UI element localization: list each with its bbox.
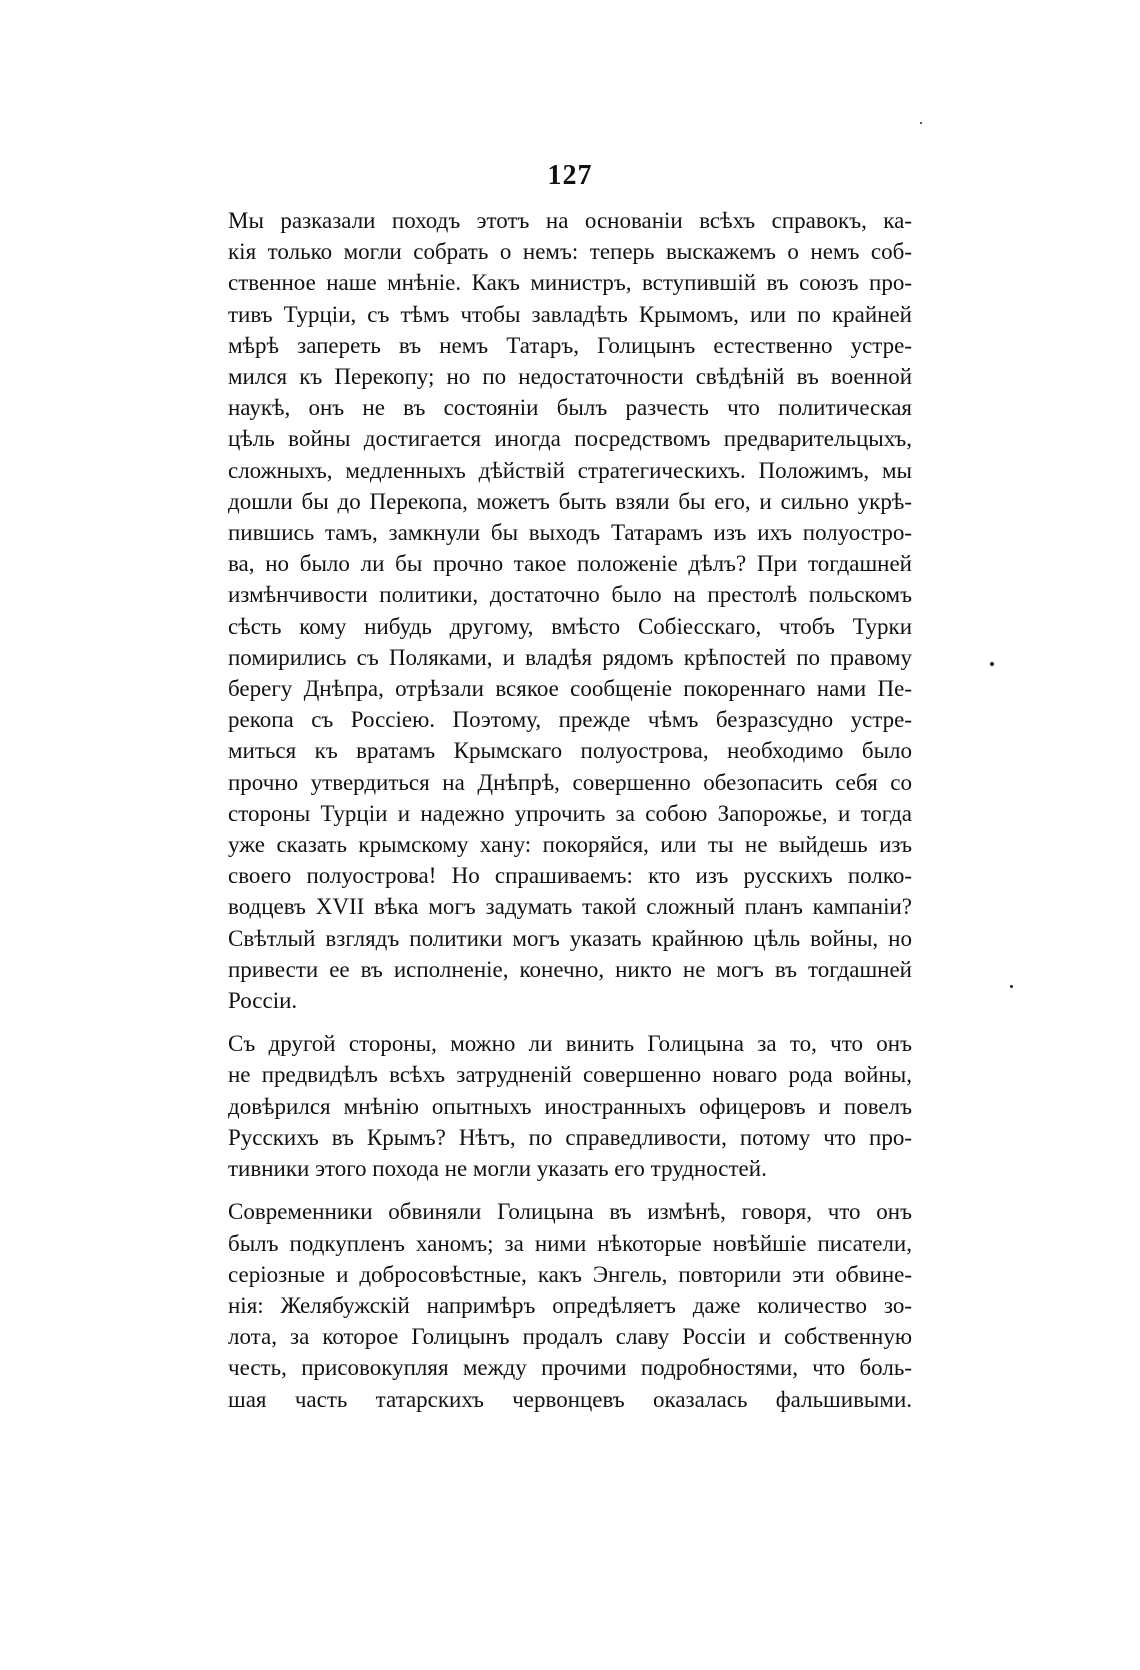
text-line: тивники этого похода не могли указать его трудностей. <box>228 1156 767 1182</box>
text-line: сѣсть кому нибудь другому, вмѣсто Собіесскаго, чтобъ Турки <box>228 613 912 639</box>
text-line: цѣль войны достигается иногда посредствомъ предварительцыхъ, <box>228 426 912 452</box>
paragraph-3 <box>228 1196 912 1414</box>
text-line: своего полуострова! Но спрашиваемъ: кто изъ русскихъ полко- <box>228 863 912 889</box>
text-line: мѣрѣ запереть въ немъ Татаръ, Голицынъ естественно устре- <box>228 332 912 358</box>
text-line: кія только могли собрать о немъ: теперь выскажемъ о немъ соб- <box>228 239 912 265</box>
paragraph-1 <box>228 205 912 1016</box>
text-line: стороны Турціи и надежно упрочить за собою Запорожье, и тогда <box>228 800 912 826</box>
text-line: Россіи. <box>228 988 298 1014</box>
paragraph-2 <box>228 1028 912 1184</box>
text-line: ственное наше мнѣніе. Какъ министръ, вступившій въ союзъ про- <box>228 270 912 296</box>
text-line: довѣрился мнѣнію опытныхъ иностранныхъ офицеровъ и повелъ <box>228 1093 912 1119</box>
scan-speck <box>920 122 922 124</box>
text-line: серіозные и добросовѣстные, какъ Энгель, повторили эти обвине- <box>228 1261 912 1287</box>
text-line: мился къ Перекопу; но по недостаточности свѣдѣній въ военной <box>228 364 912 390</box>
scan-speck <box>1010 985 1013 988</box>
text-line: былъ подкупленъ ханомъ; за ними нѣкоторые новѣйшіе писатели, <box>228 1230 912 1256</box>
text-line: дошли бы до Перекопа, можетъ быть взяли бы его, и сильно укрѣ- <box>228 488 912 514</box>
text-line: миться къ вратамъ Крымскаго полуострова, необходимо было <box>228 738 912 764</box>
text-line: берегу Днѣпра, отрѣзали всякое сообщеніе покореннаго нами Пе- <box>228 676 912 702</box>
text-line: тивъ Турціи, съ тѣмъ чтобы завладѣть Крымомъ, или по крайней <box>228 301 912 327</box>
text-line: Современники обвиняли Голицына въ измѣнѣ, говоря, что онъ <box>228 1199 912 1225</box>
text-line: не предвидѣлъ всѣхъ затрудненій совершенно новаго рода войны, <box>228 1062 912 1088</box>
text-line: нія: Желябужскій напримѣръ опредѣляетъ даже количество зо- <box>228 1292 912 1318</box>
text-line: Мы разказали походъ этотъ на основаніи всѣхъ справокъ, ка- <box>228 208 912 233</box>
text-line: наукѣ, онъ не въ состояніи былъ разчесть что политическая <box>228 395 912 421</box>
text-line: Съ другой стороны, можно ли винить Голицына за то, что онъ <box>228 1031 912 1057</box>
text-line: шая часть татарскихъ червонцевъ оказалась фальшивыми. <box>228 1386 912 1412</box>
text-line: уже сказать крымскому хану: покоряйся, или ты не выйдешь изъ <box>228 832 912 858</box>
text-line: Русскихъ въ Крымъ? Нѣтъ, по справедливости, потому что про- <box>228 1124 912 1150</box>
scan-speck <box>990 662 994 666</box>
text-line: сложныхъ, медленныхъ дѣйствій стратегическихъ. Положимъ, мы <box>228 457 912 483</box>
text-line: лота, за которое Голицынъ продалъ славу Россіи и собственную <box>228 1324 912 1350</box>
text-line: водцевъ XVII вѣка могъ задумать такой сложный планъ кампаніи? <box>228 894 912 920</box>
text-line: пившись тамъ, замкнули бы выходъ Татарамъ изъ ихъ полуостро- <box>228 520 912 546</box>
page-number: 127 <box>547 160 593 191</box>
text-line: рекопа съ Россіею. Поэтому, прежде чѣмъ безразсудно устре- <box>228 707 912 733</box>
text-line: помирились съ Поляками, и владѣя рядомъ крѣпостей по правому <box>228 644 912 670</box>
text-line: привести ее въ исполненіе, конечно, никто не могъ въ тогдашней <box>228 956 912 982</box>
text-line: прочно утвердиться на Днѣпрѣ, совершенно обезопасить себя со <box>228 769 912 795</box>
text-line: ва, но было ли бы прочно такое положеніе дѣлъ? При тогдашней <box>228 551 912 577</box>
text-line: измѣнчивости политики, достаточно было на престолѣ польскомъ <box>228 582 912 608</box>
text-line: честь, присовокупляя между прочими подробностями, что боль- <box>228 1355 912 1381</box>
text-line: Свѣтлый взглядъ политики могъ указать крайнюю цѣль войны, но <box>228 925 912 951</box>
body-text <box>228 205 912 1427</box>
